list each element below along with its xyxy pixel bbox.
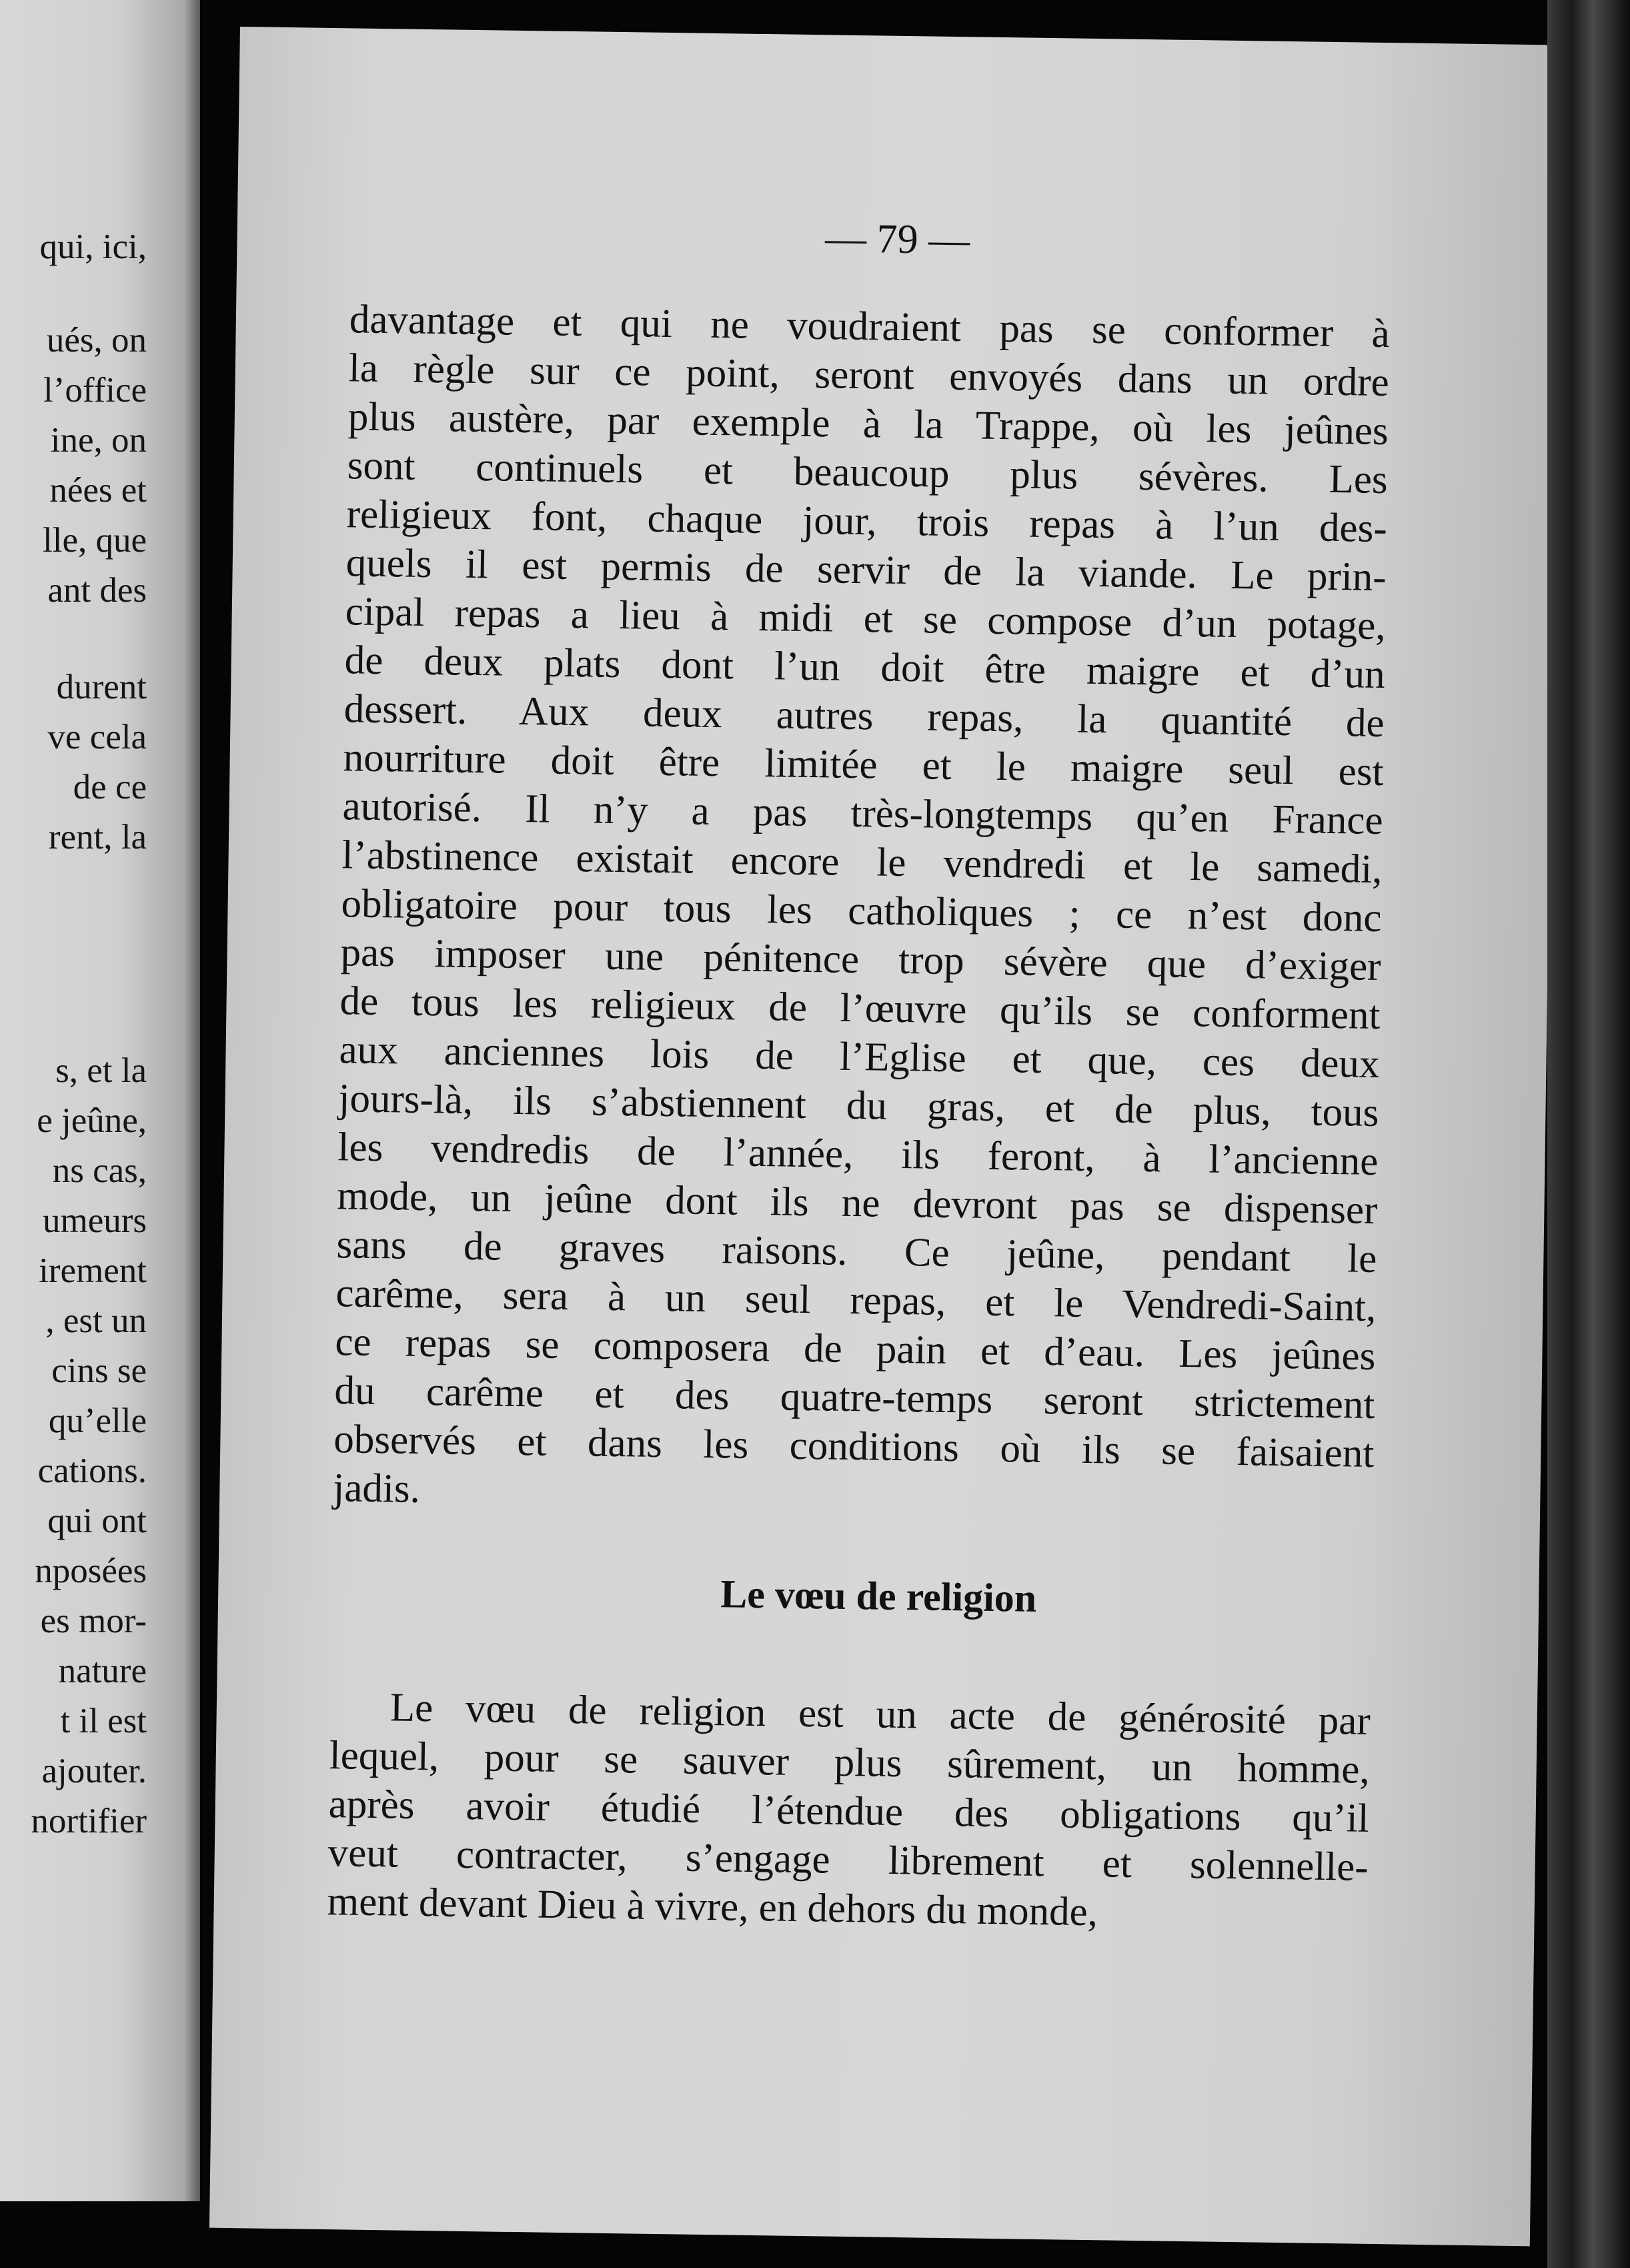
left-page-line: ués, on xyxy=(46,321,147,360)
text-line: lequel, pour se sauver plus sûrement, un homme, xyxy=(329,1733,1371,1792)
left-page-line: umeurs xyxy=(42,1201,147,1240)
left-page-line: durent xyxy=(56,668,147,706)
text-line: autorisé. Il n’y a pas très-longtemps qu’en France xyxy=(342,784,1384,844)
text-line: quels il est permis de servir de la viande. Le prin- xyxy=(345,540,1387,600)
left-page-line: ant des xyxy=(47,571,147,610)
left-page-line: e jeûne, xyxy=(37,1101,147,1140)
left-page-line: rent, la xyxy=(48,818,147,857)
left-facing-page xyxy=(0,0,200,2201)
paragraph-fasting-rules xyxy=(333,295,1390,1527)
left-page-line: es mor- xyxy=(40,1602,147,1640)
text-line: observés et dans les conditions où ils se faisaient xyxy=(333,1417,1375,1476)
left-page-line: cins se xyxy=(51,1351,147,1390)
book-edge xyxy=(1547,0,1630,2268)
left-page-line: ve cela xyxy=(47,718,147,756)
text-line: de deux plats dont l’un doit être maigre et d’un xyxy=(344,638,1386,698)
left-page-line: ns cas, xyxy=(52,1151,147,1190)
text-line: dessert. Aux deux autres repas, la quantité de xyxy=(343,686,1385,746)
left-page-line: nposées xyxy=(35,1552,147,1590)
text-line: l’abstinence existait encore le vendredi et le samedi, xyxy=(341,832,1383,893)
text-line: jadis. xyxy=(332,1466,421,1512)
text-line: veut contracter, s’engage librement et solennelle- xyxy=(327,1830,1369,1890)
text-line: la règle sur ce point, seront envoyés dans un ordre xyxy=(348,346,1390,406)
main-page xyxy=(209,27,1561,2246)
text-line: pas imposer une pénitence trop sévère que d’exiger xyxy=(340,930,1381,990)
left-page-line: , est un xyxy=(45,1301,147,1340)
text-line: Le vœu de religion est un acte de générosité par xyxy=(389,1685,1371,1744)
left-page-line: nées et xyxy=(49,471,147,510)
text-line: les vendredis de l’année, ils feront, à l’ancienne xyxy=(337,1125,1379,1184)
left-page-line: de ce xyxy=(73,768,147,806)
page-number: — 79 — xyxy=(824,215,970,263)
text-line: du carême et des quatre-temps seront strictement xyxy=(333,1368,1375,1428)
text-line: jours-là, ils s’abstiennent du gras, et de plus, tous xyxy=(338,1076,1379,1135)
left-page-line: lle, que xyxy=(43,521,147,560)
text-line: après avoir étudié l’étendue des obligations qu’il xyxy=(328,1782,1370,1841)
text-line: sont continuels et beaucoup plus sévères. Les xyxy=(347,443,1389,503)
left-page-line: l’office xyxy=(43,371,147,410)
text-line: de tous les religieux de l’œuvre qu’ils se conforment xyxy=(339,979,1381,1039)
text-line: nourriture doit être limitée et le maigre seul est xyxy=(343,735,1385,795)
left-page-line: nortifier xyxy=(31,1802,147,1840)
text-line: mode, un jeûne dont ils ne devront pas se dispenser xyxy=(337,1173,1378,1233)
text-line: obligatoire pour tous les catholiques ; ce n’est donc xyxy=(341,881,1382,941)
paragraph-vow-of-religion xyxy=(327,1682,1371,1940)
text-line: davantage et qui ne voudraient pas se conformer à xyxy=(349,297,1391,357)
text-line: religieux font, chaque jour, trois repas à l’un des- xyxy=(346,492,1388,552)
text-line: carême, sera à un seul repas, et le Vendredi-Saint, xyxy=(335,1271,1377,1330)
left-page-line: nature xyxy=(58,1652,147,1690)
section-heading: Le vœu de religion xyxy=(720,1572,1037,1620)
text-line: aux anciennes lois de l’Eglise et que, ces deux xyxy=(339,1027,1380,1087)
left-page-line: qui ont xyxy=(47,1502,147,1540)
left-page-line: ine, on xyxy=(50,421,147,460)
left-page-line: qu’elle xyxy=(48,1401,147,1440)
text-line: ment devant Dieu à vivre, en dehors du monde, xyxy=(327,1879,1098,1935)
left-page-line: t il est xyxy=(60,1702,147,1740)
left-page-line: irement xyxy=(39,1251,147,1290)
text-line: cipal repas a lieu à midi et se compose d’un potage, xyxy=(345,589,1387,649)
text-line: ce repas se composera de pain et d’eau. Les jeûnes xyxy=(335,1319,1376,1379)
text-line: sans de graves raisons. Ce jeûne, pendant le xyxy=(336,1222,1377,1281)
left-page-line: s, et la xyxy=(55,1051,147,1090)
text-line: plus austère, par exemple à la Trappe, où les jeûnes xyxy=(347,394,1389,454)
left-page-line: cations. xyxy=(37,1452,147,1490)
left-page-line: ajouter. xyxy=(41,1752,147,1790)
left-page-line: qui, ici, xyxy=(39,227,147,266)
